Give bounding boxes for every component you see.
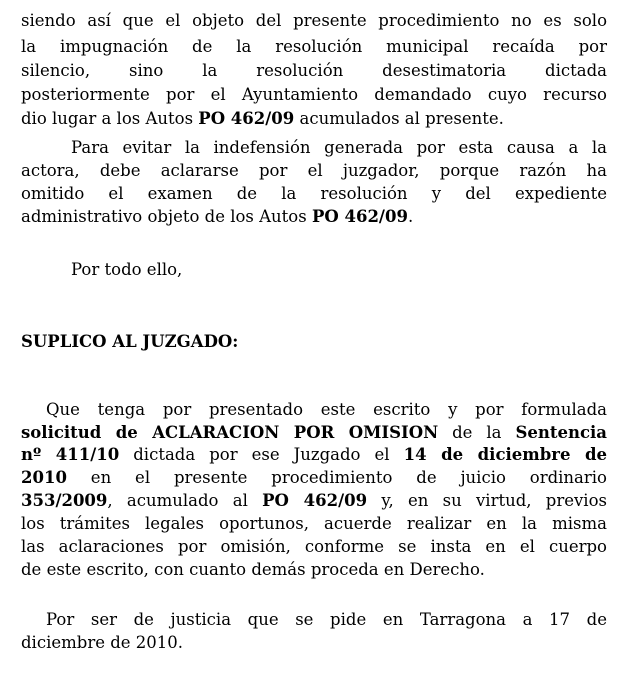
paragraph-4-line-3 bbox=[21, 443, 607, 466]
text-span: la impugnación de la resolución municipal recaída por bbox=[21, 37, 607, 56]
text-span: los trámites legales oportunos, acuerde realizar en la misma bbox=[21, 514, 607, 533]
paragraph-1-line-2 bbox=[21, 35, 607, 58]
text-span: Para evitar la indefensión generada por esta causa a la bbox=[71, 138, 607, 157]
paragraph-4-line-6 bbox=[21, 512, 607, 535]
heading-text: SUPLICO AL JUZGADO: bbox=[21, 332, 239, 351]
text-span: dio lugar a los Autos bbox=[21, 109, 199, 128]
bold-text: 2010 bbox=[21, 468, 67, 487]
paragraph-2-line-3 bbox=[21, 182, 607, 205]
paragraph-5-line-2 bbox=[21, 631, 607, 654]
text-span: de la bbox=[438, 423, 516, 442]
case-reference: PO 462/09 bbox=[311, 207, 408, 226]
text-span: Que tenga por presentado este escrito y por formulada bbox=[46, 400, 607, 419]
bold-text: Sentencia bbox=[515, 423, 607, 442]
bold-text: nº 411/10 bbox=[21, 445, 120, 464]
bold-text: 14 de diciembre de bbox=[403, 445, 608, 464]
paragraph-4-line-1 bbox=[46, 398, 607, 421]
text-span: dictada por ese Juzgado el bbox=[119, 445, 404, 464]
text-span: , acumulado al bbox=[107, 491, 263, 510]
paragraph-2-line-2 bbox=[21, 159, 607, 182]
text-span: omitido el examen de la resolución y del expediente bbox=[21, 184, 607, 203]
text-span: y, en su virtud, previos bbox=[367, 491, 607, 510]
text-span: silencio, sino la resolución desestimatoria dictada bbox=[21, 61, 607, 80]
text-span: actora, debe aclararse por el juzgador, porque razón ha bbox=[21, 161, 607, 180]
paragraph-1-line-1 bbox=[21, 9, 607, 32]
paragraph-2-line-1 bbox=[71, 136, 607, 159]
section-heading bbox=[21, 330, 607, 353]
text-span: posteriormente por el Ayuntamiento demandado cuyo recurso bbox=[21, 85, 607, 104]
text-span: en el presente procedimiento de juicio ordinario bbox=[66, 468, 607, 487]
text-span: Por todo ello, bbox=[71, 260, 183, 279]
text-span: las aclaraciones por omisión, conforme se insta en el cuerpo bbox=[21, 537, 607, 556]
text-span: . bbox=[407, 207, 414, 226]
case-reference: PO 462/09 bbox=[262, 491, 368, 510]
paragraph-4-line-5 bbox=[21, 489, 607, 512]
paragraph-2-line-4 bbox=[21, 205, 607, 228]
text-span: diciembre de 2010. bbox=[21, 633, 184, 652]
paragraph-4-line-2 bbox=[21, 421, 607, 444]
paragraph-4-line-4 bbox=[21, 466, 607, 489]
bold-text: 353/2009 bbox=[21, 491, 108, 510]
case-reference: PO 462/09 bbox=[198, 109, 295, 128]
paragraph-4-line-8 bbox=[21, 558, 607, 581]
paragraph-1-line-4 bbox=[21, 83, 607, 106]
bold-text: solicitud de ACLARACION POR OMISION bbox=[21, 423, 439, 442]
paragraph-5-line-1 bbox=[46, 608, 607, 631]
text-span: de este escrito, con cuanto demás proceda en Derecho. bbox=[21, 560, 485, 579]
text-span: administrativo objeto de los Autos bbox=[21, 207, 312, 226]
text-span: siendo así que el objeto del presente procedimiento no es solo bbox=[21, 11, 607, 30]
text-span: Por ser de justicia que se pide en Tarragona a 17 de bbox=[46, 610, 607, 629]
text-span: acumulados al presente. bbox=[294, 109, 504, 128]
paragraph-1-line-3 bbox=[21, 59, 607, 82]
paragraph-3-line-1 bbox=[71, 258, 607, 281]
paragraph-1-line-5 bbox=[21, 107, 607, 130]
paragraph-4-line-7 bbox=[21, 535, 607, 558]
